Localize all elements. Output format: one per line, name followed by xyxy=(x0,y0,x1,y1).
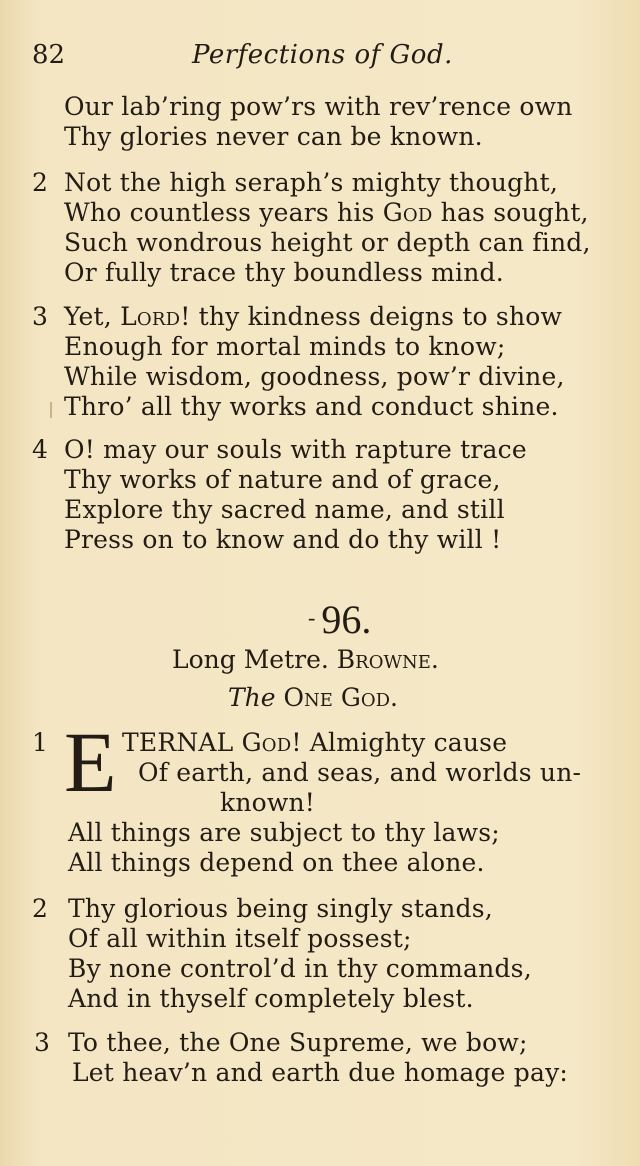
verse-line xyxy=(122,728,507,758)
divine-name: Lord xyxy=(120,302,181,331)
verse-line: O! may our souls with rapture trace xyxy=(64,435,527,464)
stanza-number: 2 xyxy=(32,894,48,923)
verse-line: Press on to know and do thy will ! xyxy=(64,525,502,554)
verse-line-head: Who countless years his xyxy=(64,198,375,227)
verse-line: Explore thy sacred name, and still xyxy=(64,495,505,524)
verse-line: Of all within itself possest; xyxy=(68,924,412,953)
divine-name: God xyxy=(241,728,292,757)
running-title: Perfections of God. xyxy=(192,40,453,70)
paper-speck xyxy=(50,402,52,418)
verse-line: Thro’ all thy works and conduct shine. xyxy=(64,392,559,421)
stanza-number: 3 xyxy=(32,302,48,331)
verse-line: Enough for mortal minds to know; xyxy=(64,332,506,361)
verse-line xyxy=(64,198,589,228)
stanza-number: 4 xyxy=(32,435,48,464)
verse-line: While wisdom, goodness, pow’r divine, xyxy=(64,362,565,391)
verse-line: By none control’d in thy commands, xyxy=(68,954,532,983)
tune-name: Browne. xyxy=(336,645,439,674)
verse-line: And in thyself completely blest. xyxy=(68,984,474,1013)
verse-line-tail: ! thy kindness deigns to show xyxy=(180,302,563,331)
stanza-number: 1 xyxy=(32,728,48,757)
verse-line-tail: has sought, xyxy=(432,198,589,227)
hymn-subject xyxy=(228,683,398,712)
hymn-number-dash: - xyxy=(308,605,316,630)
stanza-number: 3 xyxy=(34,1028,50,1057)
verse-line-head: Yet, xyxy=(64,302,121,331)
hymn-number xyxy=(308,596,371,643)
verse-line: All things are subject to thy laws; xyxy=(68,818,500,847)
verse-line: All things depend on thee alone. xyxy=(68,848,485,877)
hymn-number-value: 96. xyxy=(321,597,372,642)
verse-line: Let heav’n and earth due homage pay: xyxy=(72,1058,569,1087)
verse-line: Thy glories never can be known. xyxy=(64,122,483,151)
verse-line: Thy works of nature and of grace, xyxy=(64,465,501,494)
verse-line: Such wondrous height or depth can find, xyxy=(64,228,591,257)
verse-line xyxy=(64,302,562,332)
subject-title: One God. xyxy=(283,683,398,712)
verse-line: Thy glorious being singly stands, xyxy=(68,894,493,923)
verse-line: Or fully trace thy boundless mind. xyxy=(64,258,504,287)
verse-line: Not the high seraph’s mighty thought, xyxy=(64,168,558,197)
page-header xyxy=(32,40,600,80)
verse-line: Our lab’ring pow’rs with rev’rence own xyxy=(64,92,573,121)
verse-line-tail: ! Almighty cause xyxy=(291,728,508,757)
verse-line: known! xyxy=(220,788,316,817)
drop-cap: E xyxy=(64,714,117,810)
divine-name: God xyxy=(382,198,433,227)
verse-line: To thee, the One Supreme, we bow; xyxy=(68,1028,528,1057)
verse-line-head: TERNAL xyxy=(122,728,234,757)
metre-line xyxy=(172,645,439,674)
subject-article: The xyxy=(228,683,276,712)
page-number: 82 xyxy=(32,40,66,70)
verse-line: Of earth, and seas, and worlds un- xyxy=(138,758,582,787)
stanza-number: 2 xyxy=(32,168,48,197)
metre: Long Metre. xyxy=(172,645,329,674)
